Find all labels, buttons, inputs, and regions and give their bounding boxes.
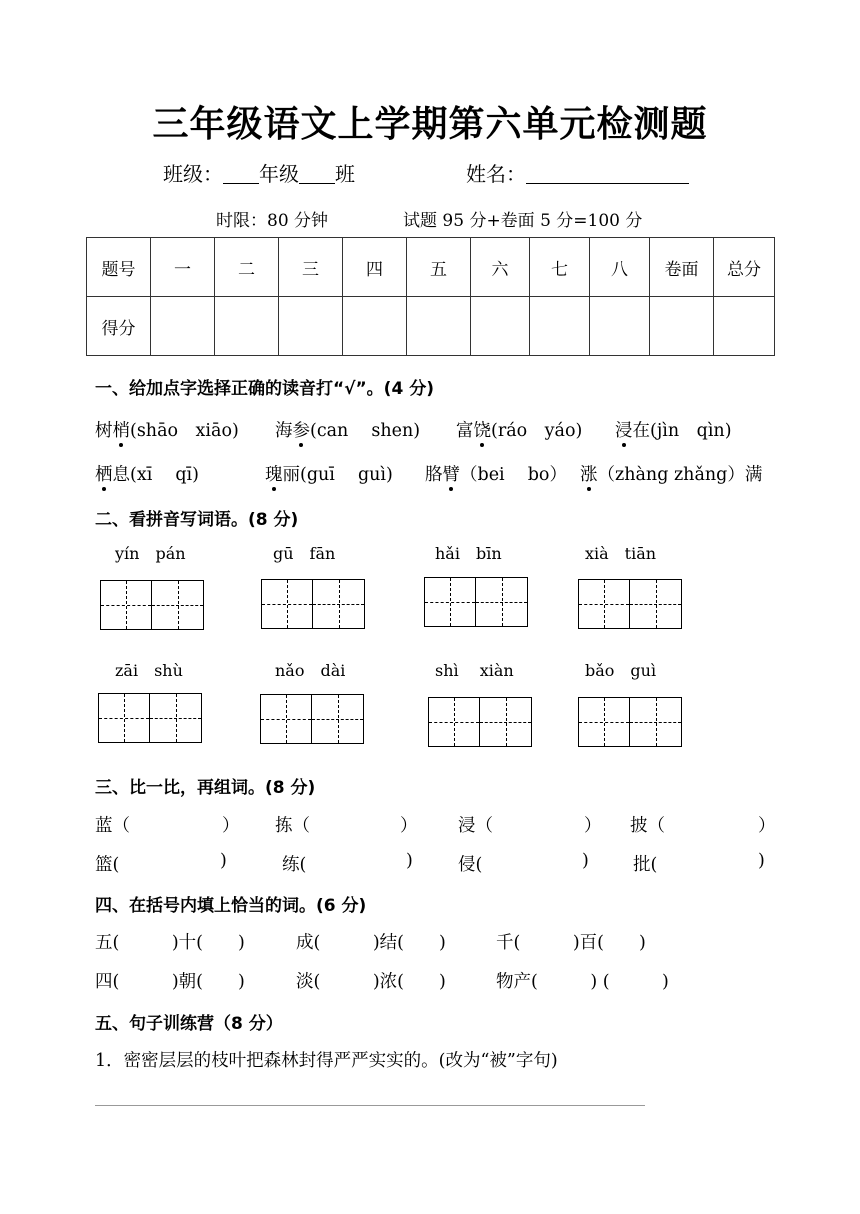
compare-item[interactable] xyxy=(282,851,306,876)
page-title: 三年级语文上学期第六单元检测题 xyxy=(152,104,708,145)
fill-phrase[interactable]: 淡( )浓( ) xyxy=(296,972,446,992)
fill-phrase[interactable]: 成( )结( ) xyxy=(296,933,446,953)
close-paren: ) xyxy=(758,851,765,871)
grade-blank[interactable] xyxy=(223,163,259,184)
grade-text: 年级 xyxy=(259,162,299,186)
compare-item[interactable] xyxy=(458,851,482,876)
close-paren: ) xyxy=(220,851,227,871)
dotted-char: 饶 xyxy=(474,417,492,442)
pinyin-prompt: hǎi bīn xyxy=(435,544,502,563)
score-row-label: 得分 xyxy=(87,297,151,356)
compare-char: 篮( xyxy=(95,855,120,875)
writing-grid[interactable] xyxy=(428,697,532,747)
fill-phrase[interactable]: 千( )百( ) xyxy=(496,933,646,953)
dotted-char: 梢 xyxy=(113,417,131,442)
compare-char: 浸（ xyxy=(458,816,493,836)
dotted-char: 涨 xyxy=(580,461,598,486)
score-header-cell: 卷面 xyxy=(650,238,714,297)
writing-grid[interactable] xyxy=(98,693,202,743)
dotted-char: 瑰 xyxy=(265,461,283,486)
score-cell[interactable] xyxy=(279,297,343,356)
score-cell[interactable] xyxy=(530,297,590,356)
writing-grid[interactable] xyxy=(424,577,528,627)
score-header-cell: 八 xyxy=(590,238,650,297)
writing-grid[interactable] xyxy=(261,579,365,629)
item-char: 丽 xyxy=(282,465,300,485)
fill-phrase[interactable]: 四( )朝( ) xyxy=(95,972,245,992)
dotted-char: 参 xyxy=(293,417,311,442)
compare-char: 披（ xyxy=(630,816,665,836)
pinyin-prompt: yín pán xyxy=(115,544,186,563)
writing-grid[interactable] xyxy=(100,580,204,630)
score-header-cell: 四 xyxy=(343,238,407,297)
item-char: 树 xyxy=(95,421,113,441)
compare-item[interactable] xyxy=(275,812,310,837)
pinyin-options: (jìn qìn) xyxy=(650,421,732,441)
question-text: 1．密密层层的枝叶把森林封得严严实实的。(改为“被”字句) xyxy=(95,1051,558,1071)
compare-item[interactable] xyxy=(95,851,119,876)
section4-heading: 四、在括号内填上恰当的词。(6 分) xyxy=(95,896,367,916)
item-char: 胳 xyxy=(425,465,443,485)
pinyin-prompt: xià tiān xyxy=(585,544,657,563)
pronunciation-item[interactable] xyxy=(95,461,199,486)
score-header-cell: 二 xyxy=(215,238,279,297)
score-header-cell: 一 xyxy=(151,238,215,297)
compare-char: 练( xyxy=(282,855,307,875)
pinyin-prompt: shì xiàn xyxy=(435,661,514,680)
name-blank[interactable] xyxy=(526,163,689,184)
pinyin-prompt: zāi shù xyxy=(115,661,183,680)
score-header-cell: 题号 xyxy=(87,238,151,297)
class-blank[interactable] xyxy=(299,163,335,184)
close-paren: ) xyxy=(406,851,413,871)
compare-item[interactable] xyxy=(458,812,493,837)
section5-heading: 五、句子训练营（8 分） xyxy=(95,1014,283,1034)
writing-grid[interactable] xyxy=(260,694,364,744)
compare-char: 蓝（ xyxy=(95,816,130,836)
score-cell[interactable] xyxy=(215,297,279,356)
score-header-cell: 七 xyxy=(530,238,590,297)
score-cell[interactable] xyxy=(590,297,650,356)
close-paren: ） xyxy=(400,816,418,836)
item-char: 息 xyxy=(112,465,130,485)
score-table xyxy=(86,237,775,356)
score-table-header-row xyxy=(87,238,775,297)
compare-char: 拣（ xyxy=(275,816,310,836)
pronunciation-item[interactable] xyxy=(425,461,567,486)
close-paren: ） xyxy=(584,816,602,836)
pinyin-prompt: gū fān xyxy=(273,544,336,563)
pinyin-options: （zhàng zhǎng）满 xyxy=(597,465,763,485)
pronunciation-item[interactable] xyxy=(265,461,393,486)
pinyin-options: (xī qī) xyxy=(130,465,199,485)
pinyin-options: （bei bo） xyxy=(460,465,567,485)
close-paren: ） xyxy=(222,816,240,836)
compare-item[interactable] xyxy=(633,851,657,876)
pinyin-options: (shāo xiāo) xyxy=(130,421,239,441)
item-char: 富 xyxy=(456,421,474,441)
pinyin-prompt: nǎo dài xyxy=(275,661,346,680)
fill-phrase[interactable]: 五( )十( ) xyxy=(95,933,245,953)
score-cell[interactable] xyxy=(151,297,215,356)
pronunciation-item[interactable] xyxy=(615,417,732,442)
score-breakdown: 试题 95 分+卷面 5 分=100 分 xyxy=(403,211,643,231)
class-field xyxy=(163,158,355,187)
score-header-cell: 三 xyxy=(279,238,343,297)
score-cell[interactable] xyxy=(343,297,407,356)
compare-item[interactable] xyxy=(95,812,130,837)
score-header-cell: 总分 xyxy=(714,238,775,297)
close-paren: ) xyxy=(582,851,589,871)
compare-char: 侵( xyxy=(458,855,483,875)
time-limit: 时限：80 分钟 xyxy=(216,211,329,231)
section3-heading: 三、比一比，再组词。(8 分) xyxy=(95,778,316,798)
pronunciation-item[interactable] xyxy=(456,417,582,442)
section1-heading: 一、给加点字选择正确的读音打“√”。(4 分) xyxy=(95,379,434,399)
class-text: 班 xyxy=(335,162,355,186)
score-cell[interactable] xyxy=(714,297,775,356)
writing-grid[interactable] xyxy=(578,697,682,747)
dotted-char: 臂 xyxy=(443,461,461,486)
item-char: 在 xyxy=(632,421,650,441)
pinyin-options: (guī guì) xyxy=(300,465,393,485)
compare-item[interactable] xyxy=(630,812,665,837)
score-header-cell: 六 xyxy=(471,238,530,297)
score-cell[interactable] xyxy=(650,297,714,356)
name-field xyxy=(466,158,689,187)
dotted-char: 栖 xyxy=(95,461,113,486)
answer-line[interactable] xyxy=(95,1105,645,1106)
compare-char: 批( xyxy=(633,855,658,875)
score-cell[interactable] xyxy=(471,297,530,356)
pinyin-prompt: bǎo guì xyxy=(585,661,657,680)
item-char: 海 xyxy=(275,421,293,441)
fill-phrase[interactable]: 物产( ) ( ) xyxy=(496,972,669,992)
score-cell[interactable] xyxy=(407,297,471,356)
name-label: 姓名： xyxy=(466,162,526,186)
writing-grid[interactable] xyxy=(578,579,682,629)
section2-heading: 二、看拼音写词语。(8 分) xyxy=(95,510,299,530)
pronunciation-item[interactable] xyxy=(95,417,239,442)
pinyin-options: (ráo yáo) xyxy=(491,421,583,441)
close-paren: ） xyxy=(758,816,776,836)
pinyin-options: (can shen) xyxy=(310,421,421,441)
pronunciation-item[interactable] xyxy=(275,417,420,442)
score-header-cell: 五 xyxy=(407,238,471,297)
score-table-score-row xyxy=(87,297,775,356)
dotted-char: 浸 xyxy=(615,417,633,442)
pronunciation-item[interactable] xyxy=(580,461,762,486)
class-label: 班级： xyxy=(163,162,223,186)
